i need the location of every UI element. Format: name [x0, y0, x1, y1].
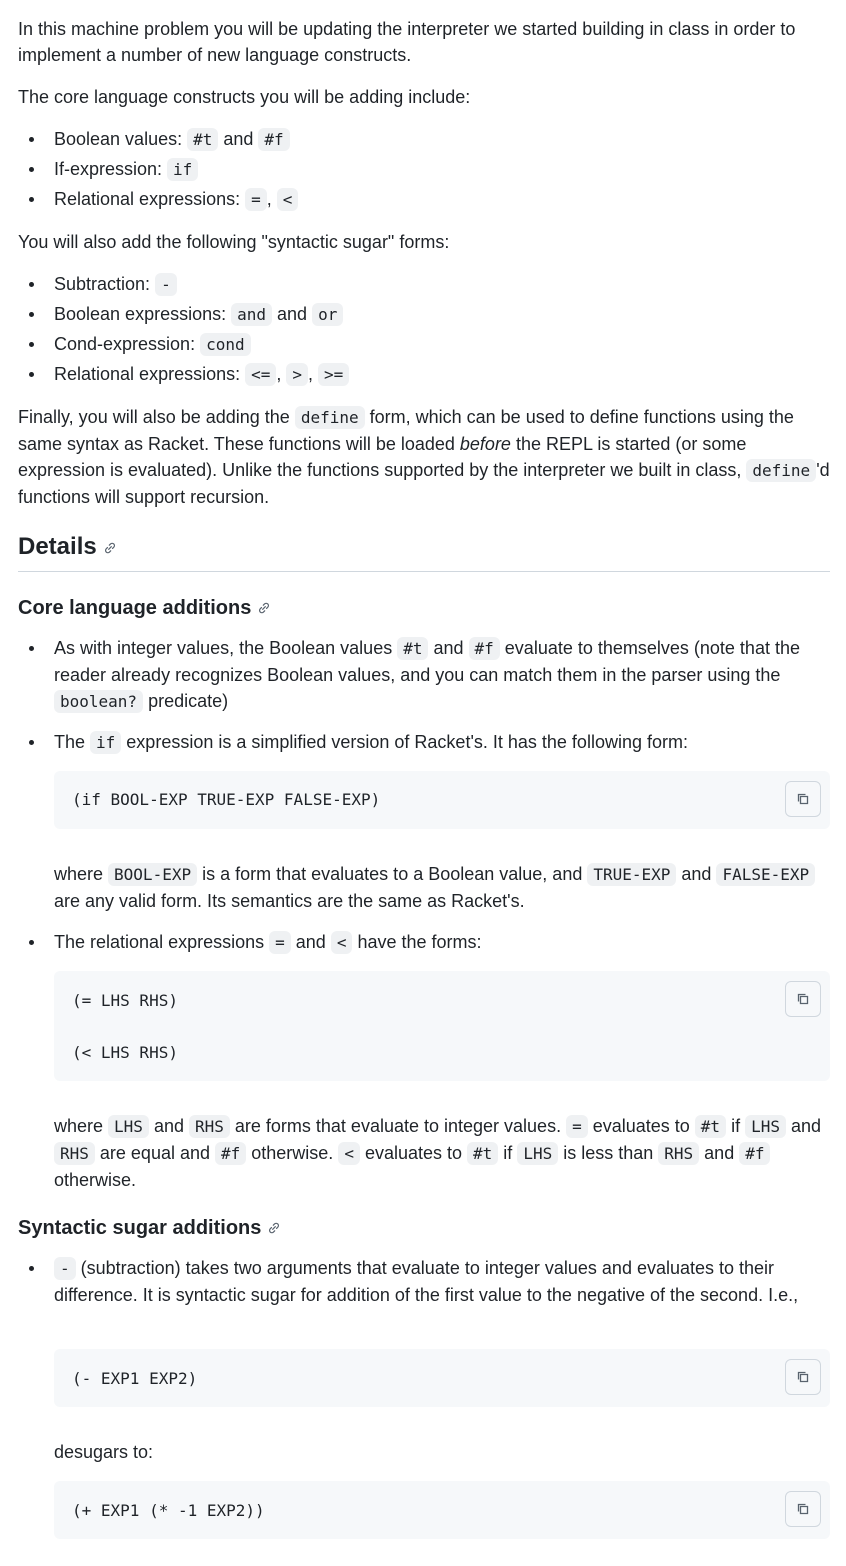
copy-icon: [795, 791, 811, 807]
link-icon[interactable]: [103, 541, 117, 555]
core-constructs-list: [18, 126, 830, 216]
code-block-relational: [54, 971, 830, 1081]
desugars-text: desugars to:: [54, 1442, 154, 1462]
copy-button[interactable]: [785, 981, 821, 1017]
if-expression-item: [18, 729, 830, 756]
code-block-desugared: [54, 1481, 830, 1539]
details-heading: Details: [18, 532, 830, 572]
relational-item: [18, 929, 830, 956]
intro-paragraph-1: In this machine problem you will be updating the interpreter we started building in class in order to implement a number of new language constructs.: [18, 19, 796, 65]
code-line: (< LHS RHS): [72, 1043, 178, 1062]
relational-explanation: where LHS and RHS are forms that evaluate to integer values. = evaluates to #t if LHS and RHS are equal and #f otherwise. < evaluates to #t if LHS is less than RHS and #f otherwise.: [54, 1116, 822, 1190]
core-additions-list: [18, 635, 830, 729]
copy-icon: [795, 1501, 811, 1517]
list-item: The relational expressions = and < have the forms:: [18, 929, 830, 956]
copy-icon: [795, 1369, 811, 1385]
list-item: Cond-expression: cond: [18, 331, 830, 361]
list-item: Relational expressions: <= , > , >=: [18, 361, 830, 391]
sugar-additions-heading: Syntactic sugar additions: [18, 1215, 830, 1241]
code-line: (if BOOL-EXP TRUE-EXP FALSE-EXP): [72, 790, 381, 809]
if-explanation: where BOOL-EXP is a form that evaluates to a Boolean value, and TRUE-EXP and FALSE-EXP are any valid form. Its semantics are the same as Racket's.: [54, 861, 830, 914]
list-item: The if expression is a simplified version of Racket's. It has the following form:: [18, 729, 830, 756]
code-line: (- EXP1 EXP2): [72, 1369, 198, 1388]
list-item: Subtraction: -: [18, 271, 830, 301]
link-icon[interactable]: [267, 1221, 281, 1235]
copy-button[interactable]: [785, 1359, 821, 1395]
code-block-if: [54, 771, 830, 829]
copy-button[interactable]: [785, 1491, 821, 1527]
list-item: If-expression: if: [18, 156, 830, 186]
code-block-subtraction: [54, 1349, 830, 1407]
intro-paragraph-3: You will also add the following "syntactic sugar" forms:: [18, 232, 450, 252]
sugar-forms-list: [18, 271, 830, 391]
copy-button[interactable]: [785, 781, 821, 817]
list-item: - (subtraction) takes two arguments that evaluate to integer values and evaluates to their difference. It is syntactic sugar for addition of the first value to the negative of the second. I.e.,: [18, 1255, 830, 1308]
intro-paragraph-2: The core language constructs you will be adding include:: [18, 87, 471, 107]
code-line: (+ EXP1 (* -1 EXP2)): [72, 1501, 265, 1520]
core-additions-heading: Core language additions: [18, 595, 830, 621]
intro-paragraph-4: Finally, you will also be adding the define form, which can be used to define functions using the same syntax as Racket. These functions will be loaded before the REPL is started (or some expression is evaluated). Unlike the functions supported by the interpreter we built in class, define 'd functions will support recursion.: [18, 407, 830, 507]
list-item: Boolean values: #t and #f: [18, 126, 830, 156]
code-line: (= LHS RHS): [72, 991, 178, 1010]
list-item: As with integer values, the Boolean values #t and #f evaluate to themselves (note that the reader already recognizes Boolean values, and you can match them in the parser using the boolean? predicate): [18, 635, 830, 729]
link-icon[interactable]: [257, 601, 271, 615]
list-item: Relational expressions: = , <: [18, 186, 830, 216]
list-item: Boolean expressions: and and or: [18, 301, 830, 331]
copy-icon: [795, 991, 811, 1007]
sugar-additions-list: [18, 1255, 830, 1308]
